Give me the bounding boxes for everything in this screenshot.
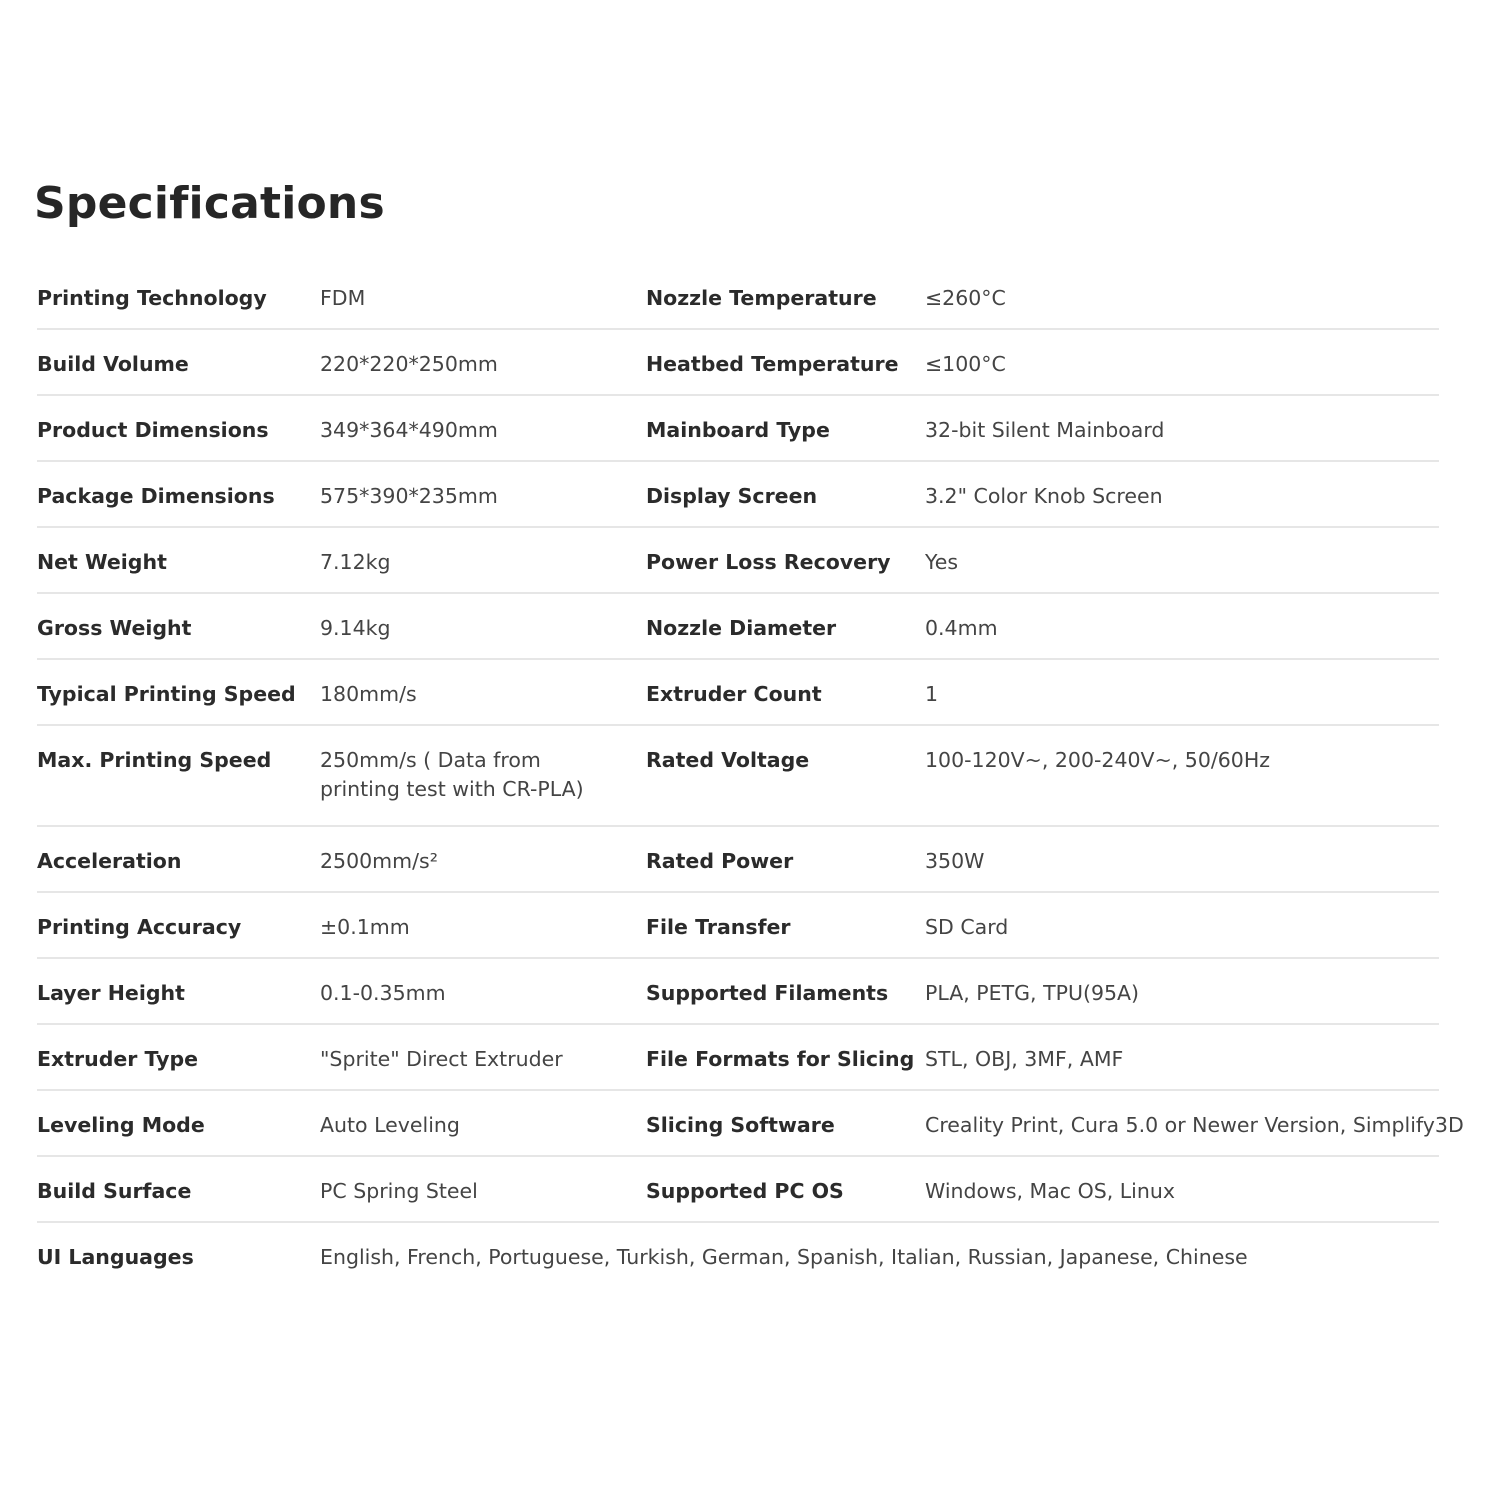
spec-label: Extruder Type — [37, 1047, 199, 1071]
spec-value: PLA, PETG, TPU(95A) — [925, 981, 1140, 1005]
specifications-table — [37, 264, 1464, 1289]
spec-value: 349*364*490mm — [320, 418, 498, 442]
spec-label: Build Surface — [37, 1179, 192, 1203]
spec-row — [37, 827, 1439, 893]
spec-label: Gross Weight — [37, 616, 192, 640]
spec-label: Mainboard Type — [646, 418, 830, 442]
spec-row — [37, 264, 1439, 330]
spec-value: ≤100°C — [925, 352, 1006, 376]
spec-label: Build Volume — [37, 352, 189, 376]
spec-value: Auto Leveling — [320, 1113, 460, 1137]
spec-row — [37, 330, 1439, 396]
spec-label: Rated Power — [646, 849, 794, 873]
spec-row — [37, 1157, 1439, 1223]
spec-value: 250mm/s ( Data from printing test with CR-PLA) — [320, 748, 584, 801]
spec-value: 3.2" Color Knob Screen — [925, 484, 1163, 508]
spec-row — [37, 462, 1439, 528]
spec-value: 9.14kg — [320, 616, 391, 640]
spec-value: FDM — [320, 286, 366, 310]
spec-row — [37, 594, 1439, 660]
page-title: Specifications — [34, 178, 385, 229]
spec-label: Power Loss Recovery — [646, 550, 891, 574]
spec-value: 180mm/s — [320, 682, 417, 706]
spec-value: ±0.1mm — [320, 915, 410, 939]
spec-row — [37, 726, 1439, 827]
spec-value: 100-120V~, 200-240V~, 50/60Hz — [925, 748, 1271, 772]
spec-label: Supported Filaments — [646, 981, 889, 1005]
spec-label: Typical Printing Speed — [37, 682, 296, 706]
spec-value: SD Card — [925, 915, 1009, 939]
spec-value: 32-bit Silent Mainboard — [925, 418, 1165, 442]
spec-label: Supported PC OS — [646, 1179, 844, 1203]
spec-label: Max. Printing Speed — [37, 748, 272, 772]
spec-row-ui-languages — [37, 1223, 1439, 1289]
spec-value: 350W — [925, 849, 985, 873]
spec-row — [37, 660, 1439, 726]
spec-label: Heatbed Temperature — [646, 352, 899, 376]
spec-value: ≤260°C — [925, 286, 1006, 310]
spec-row — [37, 893, 1439, 959]
spec-value: English, French, Portuguese, Turkish, German, Spanish, Italian, Russian, Japanese, Chinese — [320, 1245, 1248, 1269]
spec-label: Leveling Mode — [37, 1113, 205, 1137]
spec-label: Package Dimensions — [37, 484, 275, 508]
spec-row — [37, 1025, 1439, 1091]
spec-label: Layer Height — [37, 981, 185, 1005]
spec-value: Windows, Mac OS, Linux — [925, 1179, 1175, 1203]
spec-label: Product Dimensions — [37, 418, 269, 442]
spec-value: Creality Print, Cura 5.0 or Newer Version, Simplify3D — [925, 1113, 1464, 1137]
spec-value: 220*220*250mm — [320, 352, 498, 376]
spec-label: Rated Voltage — [646, 748, 810, 772]
spec-label: Printing Technology — [37, 286, 267, 310]
spec-label: File Transfer — [646, 915, 791, 939]
spec-label: Slicing Software — [646, 1113, 835, 1137]
spec-row — [37, 1091, 1464, 1157]
spec-label: Display Screen — [646, 484, 818, 508]
spec-value: 575*390*235mm — [320, 484, 498, 508]
spec-label: File Formats for Slicing — [646, 1047, 915, 1071]
spec-value: 7.12kg — [320, 550, 391, 574]
spec-value: 1 — [925, 682, 939, 706]
spec-value: Yes — [925, 550, 959, 574]
spec-value: 0.1-0.35mm — [320, 981, 446, 1005]
spec-value: STL, OBJ, 3MF, AMF — [925, 1047, 1124, 1071]
spec-label: Acceleration — [37, 849, 182, 873]
spec-row — [37, 396, 1439, 462]
spec-label: Printing Accuracy — [37, 915, 242, 939]
spec-label: UI Languages — [37, 1245, 194, 1269]
spec-value: 2500mm/s² — [320, 849, 438, 873]
spec-label: Nozzle Temperature — [646, 286, 877, 310]
spec-label: Nozzle Diameter — [646, 616, 837, 640]
spec-value: PC Spring Steel — [320, 1179, 478, 1203]
spec-label: Net Weight — [37, 550, 167, 574]
spec-row — [37, 959, 1439, 1025]
spec-row — [37, 528, 1439, 594]
spec-value: "Sprite" Direct Extruder — [320, 1047, 563, 1071]
spec-label: Extruder Count — [646, 682, 822, 706]
spec-value: 0.4mm — [925, 616, 998, 640]
